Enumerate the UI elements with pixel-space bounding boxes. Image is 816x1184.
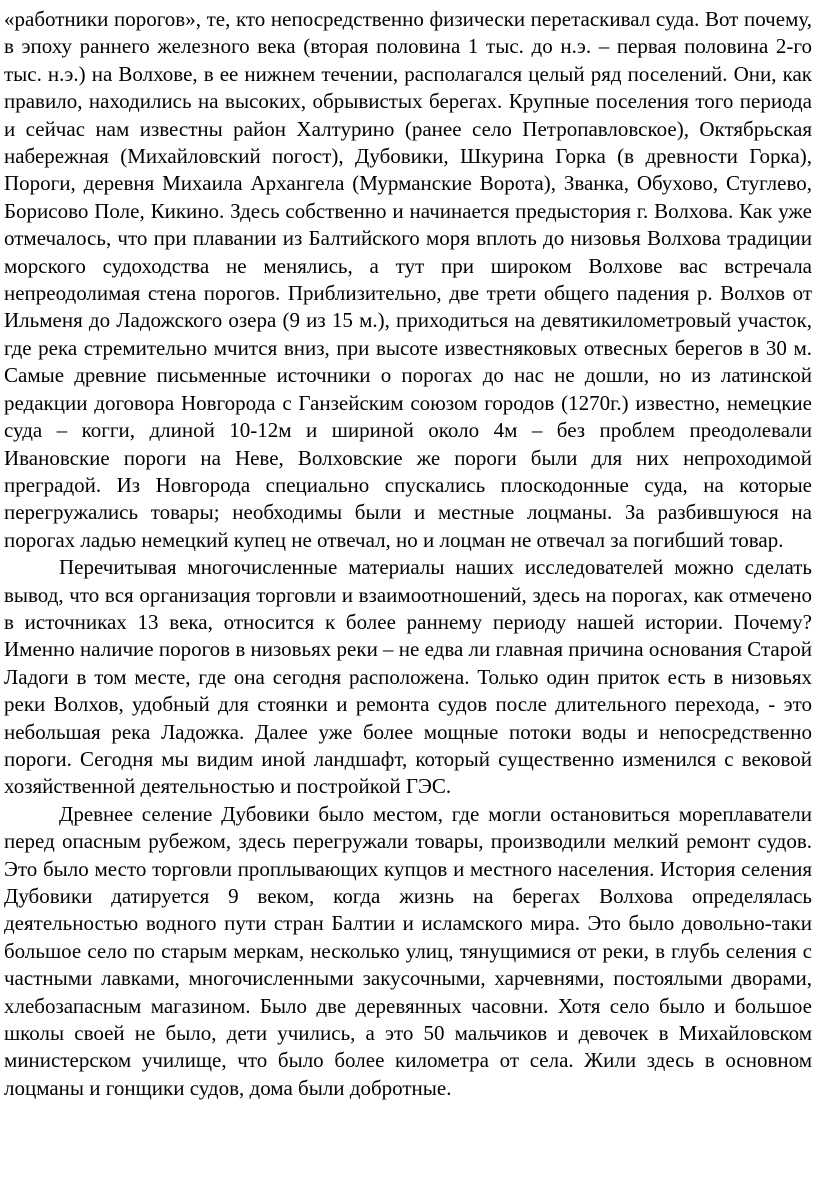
paragraph-3: Древнее селение Дубовики было местом, где могли остановиться мореплаватели перед опасным рубежом, здесь перегружали товары, производили мелкий ремонт судов. Это было место торговли проплывающих купцов и местного населения. История селения Дубовики датируется 9 веком, когда жизнь на берегах Волхова определялась деятельностью водного пути стран Балтии и исламского мира. Это было довольно-таки большое село по старым меркам, несколько улиц, тянущимися от реки, в глубь селения с частными лавками, многочисленными закусочными, харчевнями, постоялыми дворами, хлебозапасным магазином. Было две деревянных часовни. Хотя село было и большое школы своей не было, дети учились, а это 50 мальчиков и девочек в Михайловском министерском училище, что было более километра от села. Жили здесь в основном лоцманы и гонщики судов, дома были добротные.	[4, 801, 812, 1100]
paragraph-2: Перечитывая многочисленные материалы наших исследователей можно сделать вывод, что вся организация торговли и взаимоотношений, здесь на порогах, как отмечено в источниках 13 века, относится к более раннему периоду нашей истории. Почему? Именно наличие порогов в низовьях реки – не едва ли главная причина основания Старой Ладоги в том месте, где она сегодня расположена. Только один приток есть в низовьях реки Волхов, удобный для стоянки и ремонта судов после длительного перехода, - это небольшая река Ладожка. Далее уже более мощные потоки воды и непосредственно пороги. Сегодня мы видим иной ландшафт, который существенно изменился с вековой хозяйственной деятельностью и постройкой ГЭС.	[4, 555, 812, 799]
paragraph-1: «работники порогов», те, кто непосредственно физически перетаскивал суда. Вот почему, в эпоху раннего железного века (вторая половина 1 тыс. до н.э. – первая половина 2-го тыс. н.э.) на Волхове, в ее нижнем течении, располагался целый ряд поселений. Они, как правило, находились на высоких, обрывистых берегах. Крупные поселения того периода и сейчас нам известны район Халтурино (ранее село Петропавловское), Октябрьская набережная (Михайловский погост), Дубовики, Шкурина Горка (в древности Горка), Пороги, деревня Михаила Архангела (Мурманские Ворота), Званка, Обухово, Стуглево, Борисово Поле, Кикино. Здесь собственно и начинается предыстория г. Волхова. Как уже отмечалось, что при плавании из Балтийского моря вплоть до низовья Волхова традиции морского судоходства не менялись, а тут при широком Волхове вас встречала непреодолимая стена порогов. Приблизительно, две трети общего падения р. Волхов от Ильменя до Ладожского озера (9 из 15 м.), приходиться на девятикилометровый участок, где река стремительно мчится вниз, при высоте известняковых отвесных берегов в 30 м. Самые древние письменные источники о порогах до нас не дошли, но из латинской редакции договора Новгорода с Ганзейским союзом городов (1270г.) известно, немецкие суда – когги, длиной 10-12м и шириной около 4м – без проблем преодолевали Ивановские пороги на Неве, Волховские же пороги были для них непроходимой преградой. Из Новгорода специально спускались плоскодонные суда, на которые перегружались товары; необходимы были и местные лоцманы. За разбившуюся на порогах ладью немецкий купец не отвечал, но и лоцман не отвечал за погибший товар.	[4, 7, 812, 552]
